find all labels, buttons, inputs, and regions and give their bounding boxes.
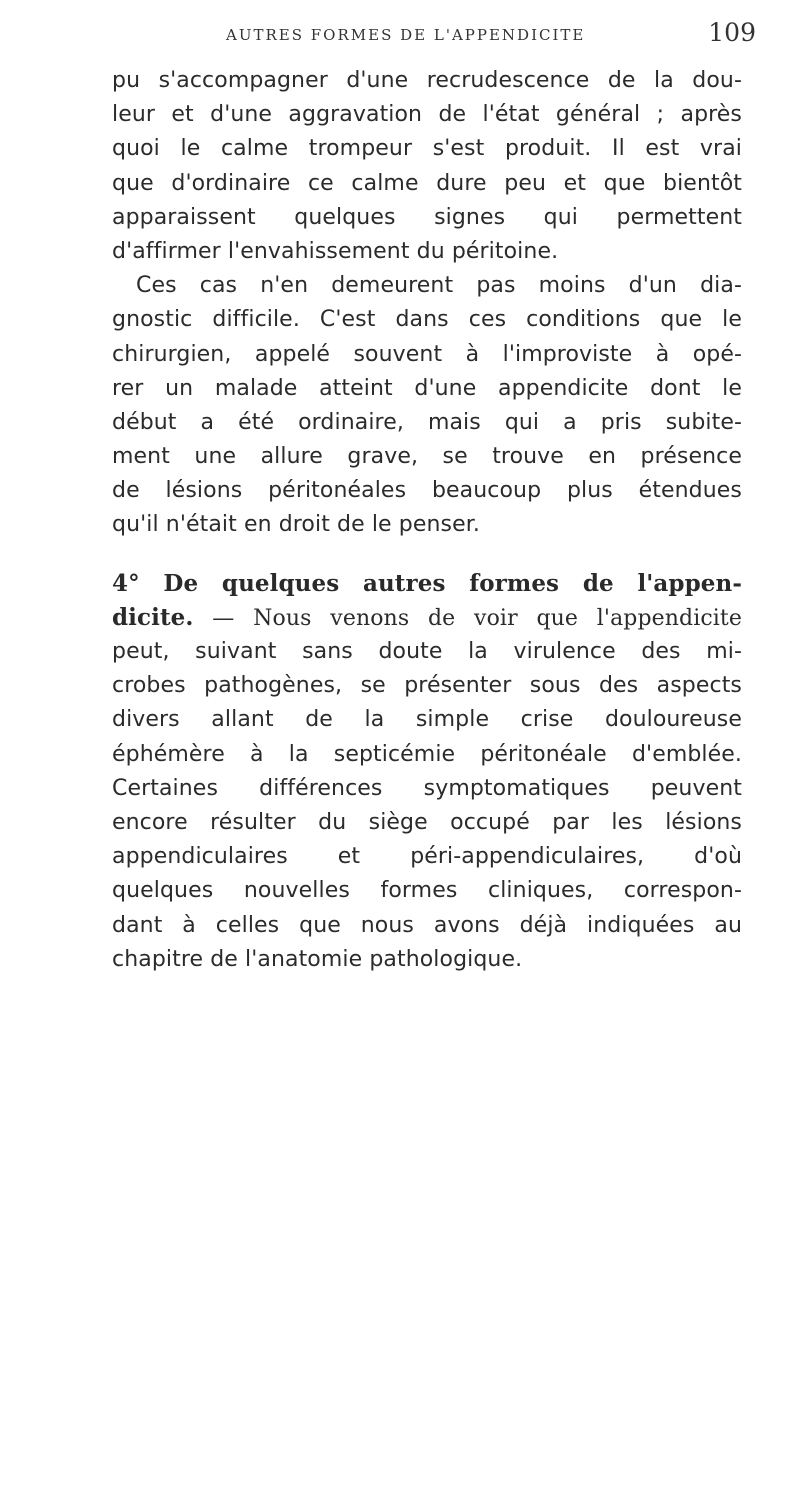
text-line: quelques nouvelles formes cliniques, correspon- xyxy=(112,878,742,904)
text-line: pu s'accompagner d'une recrudescence de la dou- xyxy=(112,68,742,93)
text-line: peut, suivant sans doute la virulence des mi- xyxy=(112,639,742,664)
section-other-forms xyxy=(112,567,742,977)
section-spacer xyxy=(112,543,742,567)
text-line: apparaissent quelques signes qui permettent xyxy=(112,204,742,230)
text-line: crobes pathogènes, se présenter sous des aspects xyxy=(112,673,742,699)
page-number: 109 xyxy=(708,18,756,47)
text-line: appendiculaires et péri-appendiculaires, d'où xyxy=(112,844,742,870)
text-line: de lésions péritonéales beaucoup plus étendues xyxy=(112,478,742,504)
text-line: ment une allure grave, se trouve en présence xyxy=(112,444,742,470)
text-line: d'affirmer l'envahissement du péritoine. xyxy=(112,238,559,264)
body-text xyxy=(112,64,742,977)
text-line: que d'ordinaire ce calme dure peu et que bientôt xyxy=(112,170,742,196)
text-line: rer un malade atteint d'une appendicite dont le xyxy=(112,375,742,401)
text-line: Certaines différences symptomatiques peuvent xyxy=(112,775,742,801)
text-line: divers allant de la simple crise douloureuse xyxy=(112,707,742,733)
paragraph-continuation xyxy=(112,64,742,269)
section-lead-text: — Nous venons de voir que l'appendicite xyxy=(193,605,742,631)
text-line: chapitre de l'anatomie pathologique. xyxy=(112,946,523,972)
text-line: quoi le calme trompeur s'est produit. Il est vrai xyxy=(112,136,742,162)
text-line: qu'il n'était en droit de le penser. xyxy=(112,512,480,538)
text-line: Ces cas n'en demeurent pas moins d'un dia- xyxy=(136,273,742,299)
text-line: chirurgien, appelé souvent à l'improviste à opé- xyxy=(112,341,742,367)
text-line: encore résulter du siège occupé par les lésions xyxy=(112,809,742,835)
running-head xyxy=(226,18,756,56)
text-line: leur et d'une aggravation de l'état général ; après xyxy=(112,102,742,128)
running-title: AUTRES FORMES DE L'APPENDICITE xyxy=(226,26,586,44)
text-line: dant à celles que nous avons déjà indiquées au xyxy=(112,912,742,938)
text-line: gnostic difficile. C'est dans ces conditions que le xyxy=(112,307,742,333)
section-heading: 4° De quelques autres formes de l'appen- xyxy=(112,569,742,597)
text-line: début a été ordinaire, mais qui a pris subite- xyxy=(112,409,742,435)
heading-continuation-line xyxy=(112,601,742,635)
text-line: éphémère à la septicémie péritonéale d'emblée. xyxy=(112,741,742,767)
paragraph-diagnosis xyxy=(112,269,742,543)
section-heading-end: dicite. xyxy=(112,603,194,631)
